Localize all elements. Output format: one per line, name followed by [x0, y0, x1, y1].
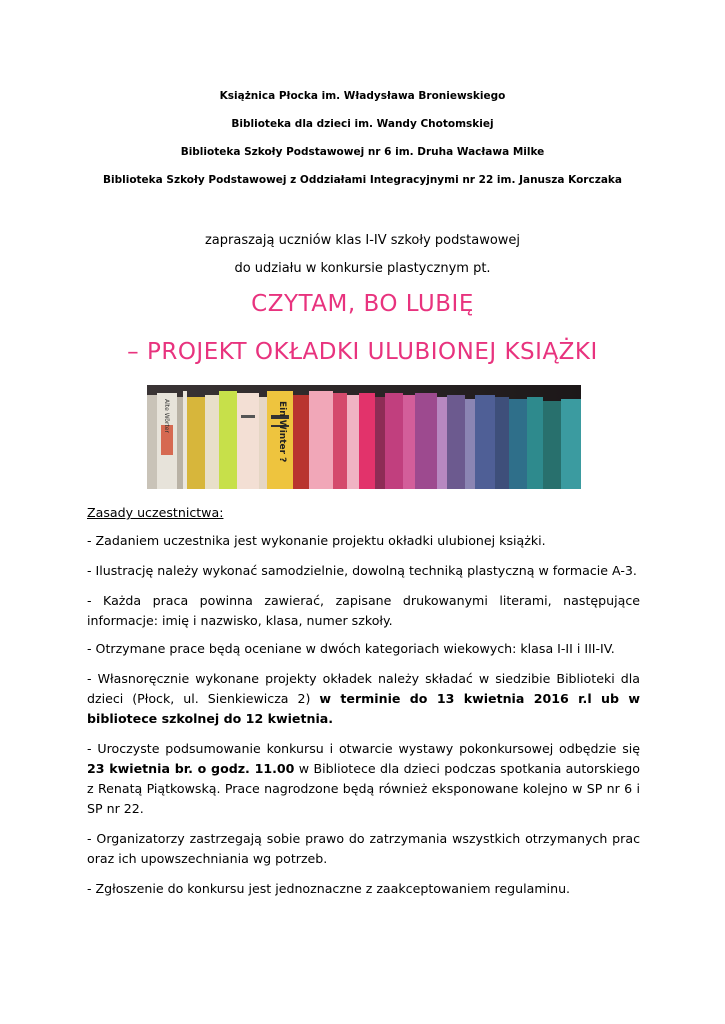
intro-line-1: zapraszają uczniów klas I-IV szkoły podstawowej: [204, 233, 521, 248]
organizer-4: Biblioteka Szkoły Podstawowej z Oddziałami Integracyjnymi nr 22 im. Janusza Korczaka: [103, 174, 622, 186]
rule-6-text-a: - Uroczyste podsumowanie konkursu i otwarcie wystawy pokonkursowej odbędzie się: [87, 741, 640, 756]
rule-6-text-b: w Bibliotece dla dzieci podczas spotkania autorskiego z Renatą Piątkowską. Prace nagrodzone będą również eksponowane kolejno w SP nr 6 i SP nr 22.: [87, 761, 640, 816]
rules-heading: Zasady uczestnictwa:: [87, 505, 224, 520]
contest-title-line-2: – PROJEKT OKŁADKI ULUBIONEJ KSIĄŻKI: [127, 339, 598, 365]
intro-line-2: do udziału w konkursie plastycznym pt.: [234, 261, 491, 276]
rule-6-date: 23 kwietnia br. o godz. 11.00: [87, 761, 295, 776]
rule-6: [87, 739, 640, 819]
rule-5: [87, 669, 640, 729]
rule-2: - Ilustrację należy wykonać samodzielnie, dowolną techniką plastyczną w formacie A-3.: [87, 563, 637, 578]
rule-5-deadline: w terminie do 13 kwietnia 2016 r.l ub w bibliotece szkolnej do 12 kwietnia.: [87, 691, 640, 726]
organizer-2: Biblioteka dla dzieci im. Wandy Chotomskiej: [231, 118, 494, 130]
rule-3: - Każda praca powinna zawierać, zapisane drukowanymi literami, następujące informacje: imię i nazwisko, klasa, numer szkoły.: [87, 593, 640, 628]
rule-7: - Organizatorzy zastrzegają sobie prawo do zatrzymania wszystkich otrzymanych prac oraz ich upowszechniania wg potrzeb.: [87, 831, 640, 866]
organizer-1: Książnica Płocka im. Władysława Broniewskiego: [219, 90, 506, 102]
spine-text-2: Alte Wörter: [163, 399, 170, 433]
spine-text-1: Ein Winter ?: [277, 401, 287, 463]
rule-1: - Zadaniem uczestnika jest wykonanie projektu okładki ulubionej książki.: [87, 533, 546, 548]
contest-title-line-1: CZYTAM, BO LUBIĘ: [251, 291, 474, 317]
organizer-3: Biblioteka Szkoły Podstawowej nr 6 im. Druha Wacława Milke: [180, 146, 545, 158]
books-banner-image: [147, 385, 581, 489]
rule-5-text: - Własnoręcznie wykonane projekty okładek należy składać w siedzibie Biblioteki dla dzieci (Płock, ul. Sienkiewicza 2): [87, 671, 640, 706]
rule-8: - Zgłoszenie do konkursu jest jednoznaczne z zaakceptowaniem regulaminu.: [87, 881, 571, 896]
rule-4: - Otrzymane prace będą oceniane w dwóch kategoriach wiekowych: klasa I-II i III-IV.: [87, 641, 615, 656]
